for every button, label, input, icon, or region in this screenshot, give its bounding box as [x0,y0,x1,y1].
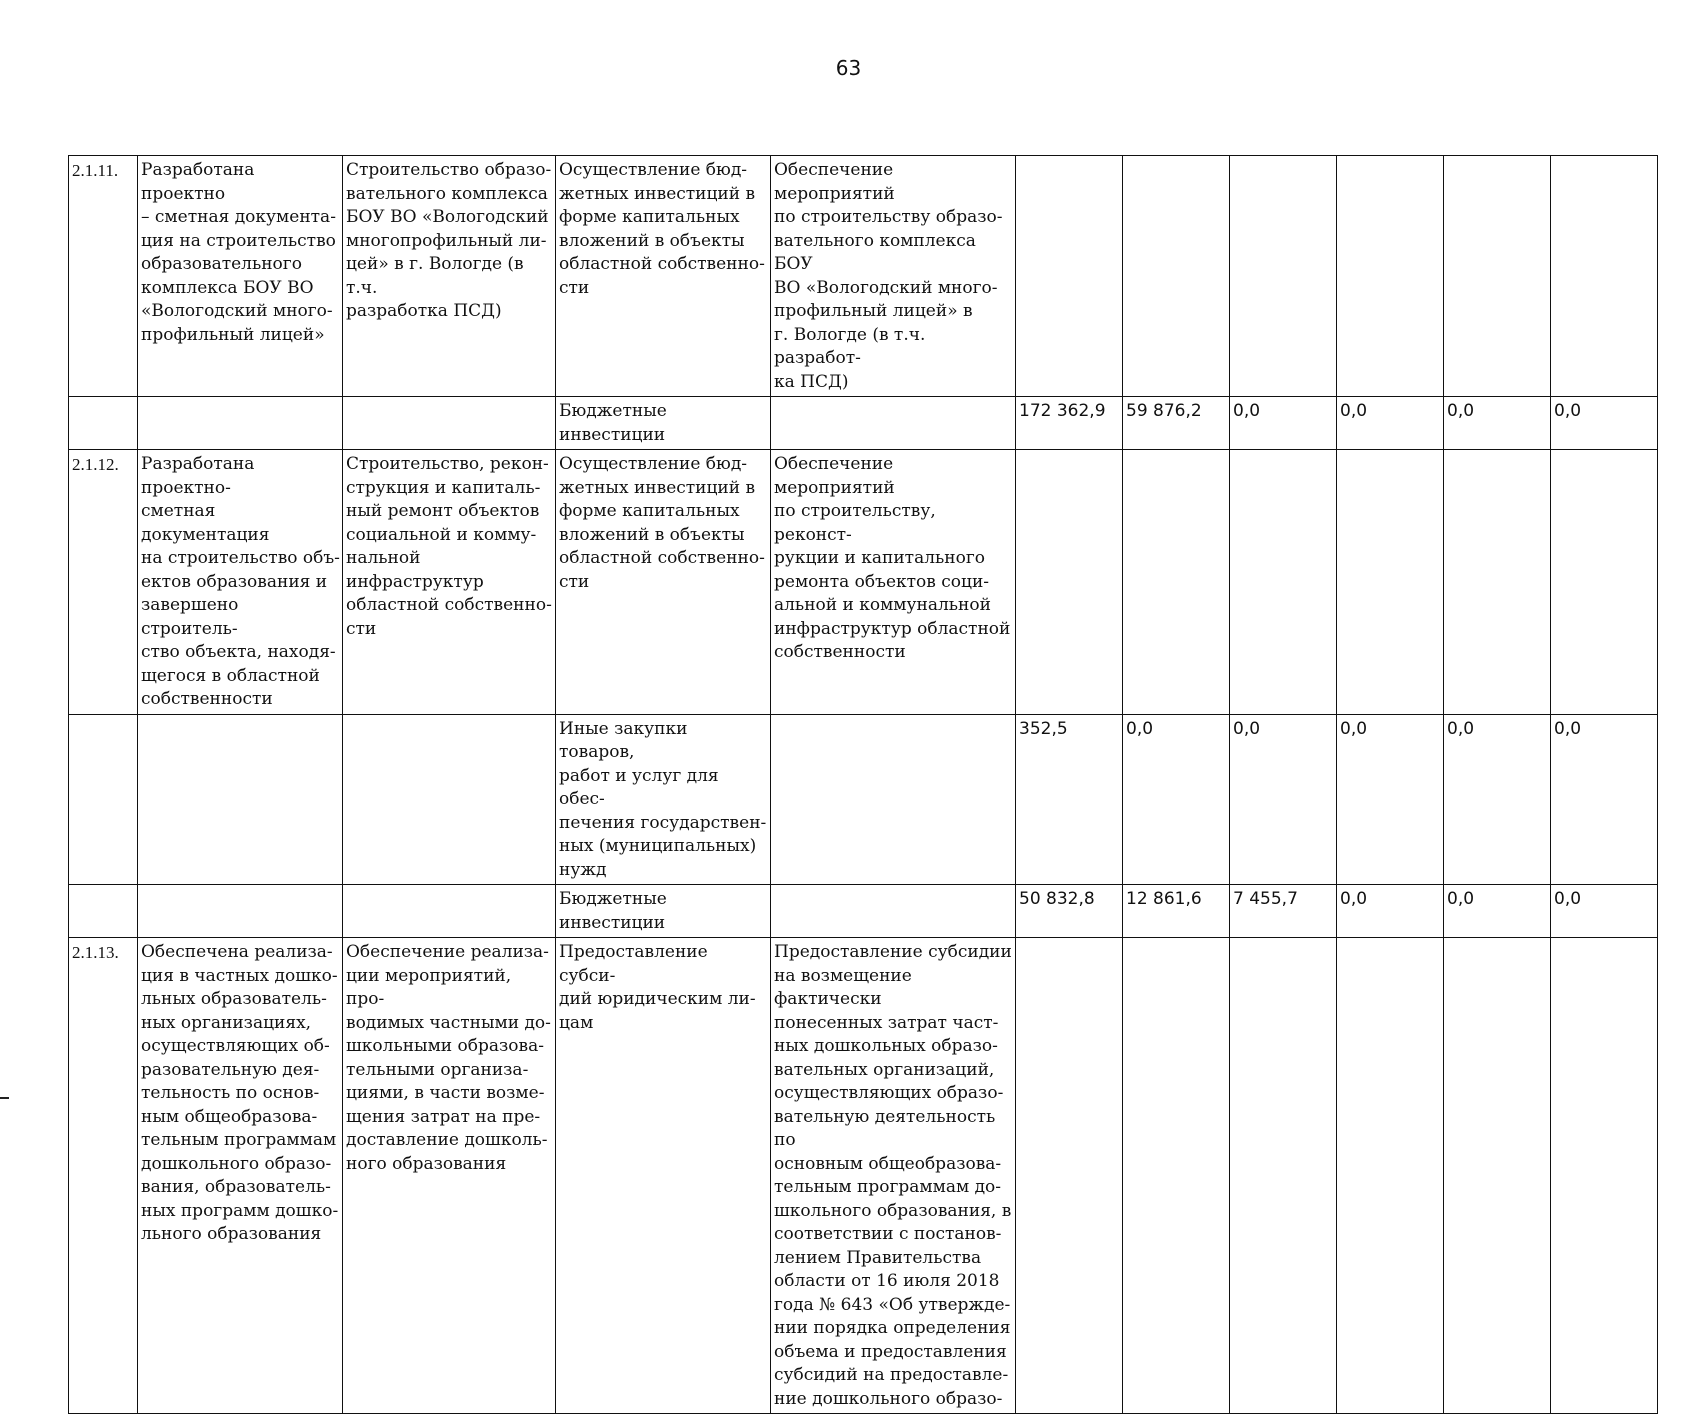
amount-cell [1230,156,1337,397]
event-cell [343,714,556,885]
item-code-cell: 2.1.13. [69,938,138,1414]
amount-cell [1551,938,1658,1414]
amount-cell [1230,938,1337,1414]
description-cell: Обеспечение мероприятий по строительству образо- вательного комплекса БОУ ВО «Вологодский много- профильный лицей» в г. Вологде (в т.ч. разработ- ка ПСД) [771,156,1016,397]
result-cell [138,885,343,938]
table-row [69,938,1658,1414]
item-code-cell: 2.1.12. [69,450,138,715]
amount-cell: 0,0 [1444,397,1551,450]
item-code-cell: 2.1.11. [69,156,138,397]
amount-cell [1230,450,1337,715]
description-cell: Предоставление субсидии на возмещение фактически понесенных затрат част- ных дошкольных образо- вательных организаций, осуществляющих образо- вательную деятельность по основным общеобразова- тельным программам до- школьного образования, в соответствии с постанов- лением Правительства области от 16 июля 2018 года № 643 «Об утвержде- нии порядка определения объема и предоставления субсидий на предоставле- ние дошкольного образо- [771,938,1016,1414]
item-code-cell [69,714,138,885]
page-number: 63 [835,56,862,80]
amount-cell [1016,938,1123,1414]
amount-cell: 50 832,8 [1016,885,1123,938]
event-cell: Строительство образо- вательного комплекса БОУ ВО «Вологодский многопрофильный ли- цей» в г. Вологде (в т.ч. разработка ПСД) [343,156,556,397]
item-code-cell [69,885,138,938]
amount-cell: 7 455,7 [1230,885,1337,938]
result-cell: Разработана проектно – сметная документа- ция на строительство образовательного комплекса БОУ ВО «Вологодский много- профильный лицей» [138,156,343,397]
amount-cell [1123,156,1230,397]
amount-cell: 0,0 [1337,885,1444,938]
amount-cell: 0,0 [1444,714,1551,885]
table-row [69,397,1658,450]
amount-cell [1016,156,1123,397]
amount-cell: 59 876,2 [1123,397,1230,450]
amount-cell [1444,938,1551,1414]
amount-cell: 0,0 [1230,714,1337,885]
event-cell: Строительство, рекон- струкция и капиталь- ный ремонт объектов социальной и комму- нальной инфраструктур областной собственно- сти [343,450,556,715]
amount-cell [1123,450,1230,715]
amount-cell: 0,0 [1551,397,1658,450]
amount-cell: 12 861,6 [1123,885,1230,938]
expense-direction-cell: Иные закупки товаров, работ и услуг для обес- печения государствен- ных (муниципальных) нужд [556,714,771,885]
expense-direction-cell: Осуществление бюд- жетных инвестиций в форме капитальных вложений в объекты областной собственно- сти [556,156,771,397]
expense-direction-cell: Бюджетные инвестиции [556,397,771,450]
event-cell: Обеспечение реализа- ции мероприятий, про- водимых частными до- школьными образова- тельными организа- циями, в части возме- щения затрат на пре- доставление дошколь- ного образования [343,938,556,1414]
amount-cell: 0,0 [1551,885,1658,938]
expense-direction-cell: Предоставление субси- дий юридическим ли- цам [556,938,771,1414]
program-activities-table [68,155,1658,1414]
amount-cell [1337,938,1444,1414]
table-row [69,714,1658,885]
amount-cell [1123,938,1230,1414]
result-cell: Обеспечена реализа- ция в частных дошко- льных образователь- ных организациях, осуществляющих об- разовательную дея- тельность по основ- ным общеобразова- тельным программам дошкольного образо- вания, образователь- ных программ дошко- льного образования [138,938,343,1414]
event-cell [343,885,556,938]
margin-mark [0,1097,9,1099]
event-cell [343,397,556,450]
table-row [69,885,1658,938]
result-cell [138,397,343,450]
description-cell: Обеспечение мероприятий по строительству, реконст- рукции и капитального ремонта объектов соци- альной и коммунальной инфраструктур областной собственности [771,450,1016,715]
amount-cell [1551,450,1658,715]
amount-cell: 172 362,9 [1016,397,1123,450]
amount-cell: 0,0 [1123,714,1230,885]
result-cell [138,714,343,885]
amount-cell: 0,0 [1337,397,1444,450]
amount-cell [1337,450,1444,715]
amount-cell [1016,450,1123,715]
amount-cell: 0,0 [1337,714,1444,885]
table-row [69,156,1658,397]
description-cell [771,714,1016,885]
description-cell [771,397,1016,450]
amount-cell [1337,156,1444,397]
amount-cell: 352,5 [1016,714,1123,885]
amount-cell: 0,0 [1551,714,1658,885]
description-cell [771,885,1016,938]
expense-direction-cell: Осуществление бюд- жетных инвестиций в форме капитальных вложений в объекты областной собственно- сти [556,450,771,715]
result-cell: Разработана проектно- сметная документация на строительство объ- ектов образования и завершено строитель- ство объекта, находя- щегося в областной собственности [138,450,343,715]
table-body [69,156,1658,1414]
amount-cell: 0,0 [1230,397,1337,450]
amount-cell [1444,156,1551,397]
table-row [69,450,1658,715]
item-code-cell [69,397,138,450]
amount-cell [1444,450,1551,715]
amount-cell [1551,156,1658,397]
amount-cell: 0,0 [1444,885,1551,938]
expense-direction-cell: Бюджетные инвестиции [556,885,771,938]
